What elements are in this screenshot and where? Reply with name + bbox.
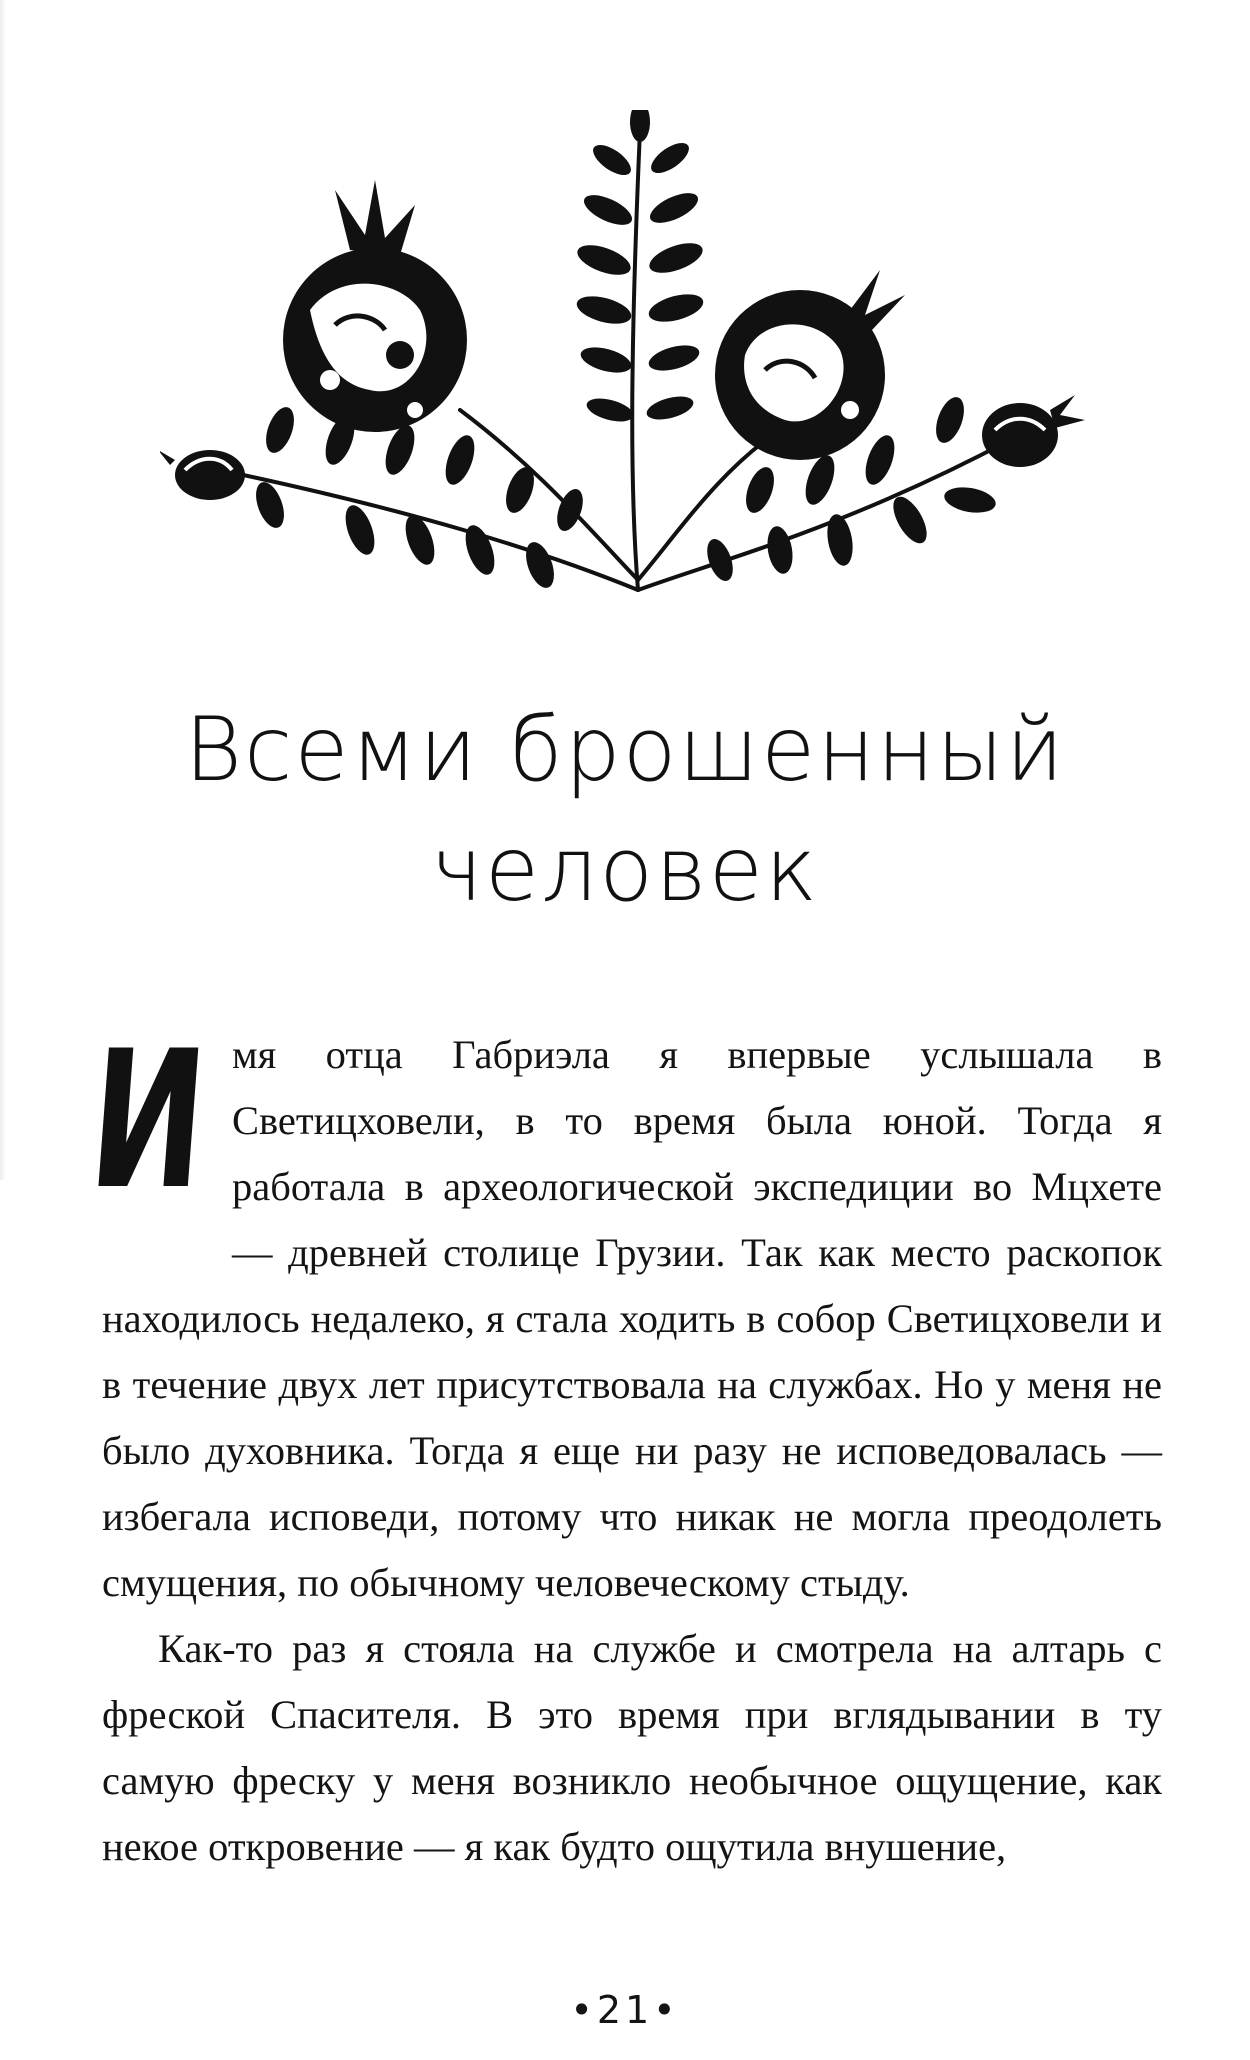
chapter-title-line-1: Всеми брошенный xyxy=(184,698,1066,801)
pomegranate-branch-icon xyxy=(160,110,1100,630)
page-number: •21• xyxy=(570,1988,680,2032)
paragraph-1: мя отца Габриэла я впервые услышала в Светицховели, в то время была юной. Тогда я работала в археологической экспедиции во Мцхете — древней столице Грузии. Так как место раскопок находилось недалеко, я стала ходить в собор Светицховели и в течение двух лет присутствовала на службах. Но у меня не было духовника. Тогда я еще ни разу не исповедовалась — избегала исповеди, потому что никак не могла преодолеть смущения, по обычному человеческому стыду. xyxy=(102,1032,1162,1605)
paragraph-2: Как-то раз я стояла на службе и смотрела на алтарь с фреской Спасителя. В это время при вглядывании в ту самую фреску у меня возникло необычное ощущение, как некое откровение — я как будто ощутила внушение, xyxy=(102,1626,1162,1869)
body-text xyxy=(82,1010,1162,1880)
page-edge-shadow xyxy=(0,0,6,1180)
drop-cap: И xyxy=(82,1010,214,1231)
chapter-title-line-2: человек xyxy=(430,818,820,921)
chapter-title xyxy=(0,690,1250,930)
